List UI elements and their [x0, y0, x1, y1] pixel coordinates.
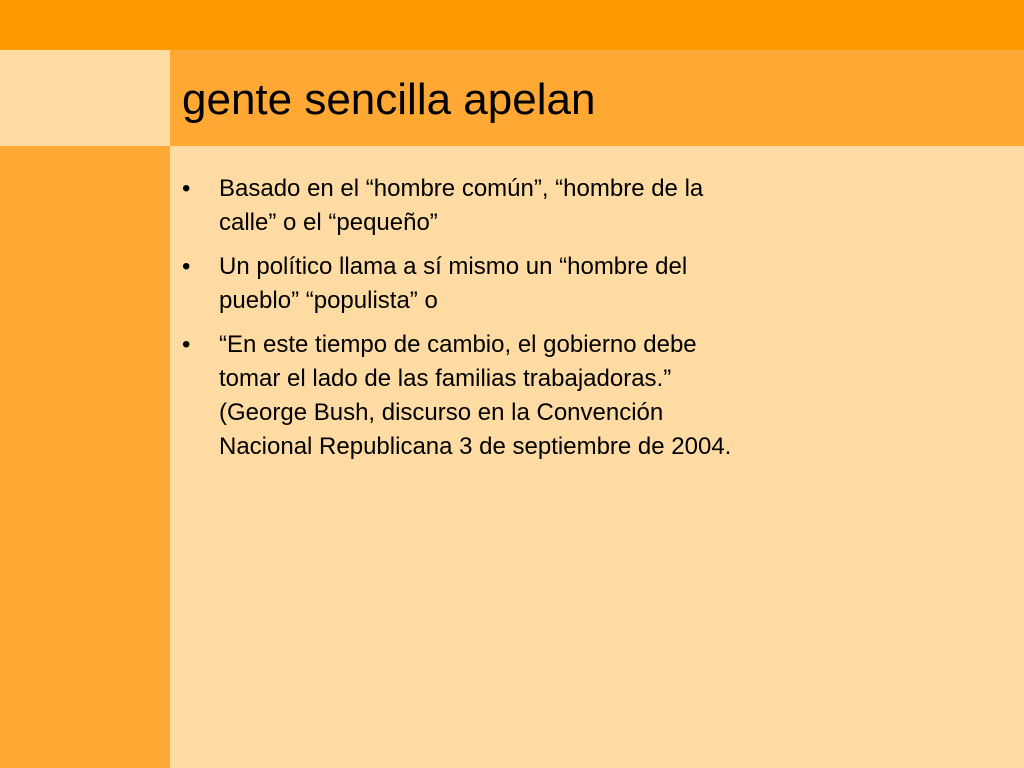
top-accent-band — [0, 0, 1024, 50]
bullet-item — [182, 328, 762, 464]
bullet-text: Basado en el “hombre común”, “hombre de la calle” o el “pequeño” — [219, 175, 704, 236]
corner-block — [0, 50, 170, 146]
bullet-text: Un político llama a sí mismo un “hombre del pueblo” “populista” o — [219, 253, 688, 314]
bullet-marker: • — [182, 175, 191, 202]
bullet-list — [182, 172, 762, 474]
bullet-marker: • — [182, 331, 191, 358]
slide-title: gente sencilla apelan — [182, 75, 596, 124]
bullet-marker: • — [182, 253, 191, 280]
bullet-text: “En este tiempo de cambio, el gobierno debe tomar el lado de las familias trabajadoras.” (George Bush, discurso en la Convención Nacional Republicana 3 de septiembre de 2004. — [219, 331, 732, 460]
bullet-item — [182, 172, 762, 240]
left-accent-column — [0, 146, 170, 768]
bullet-item — [182, 250, 762, 318]
